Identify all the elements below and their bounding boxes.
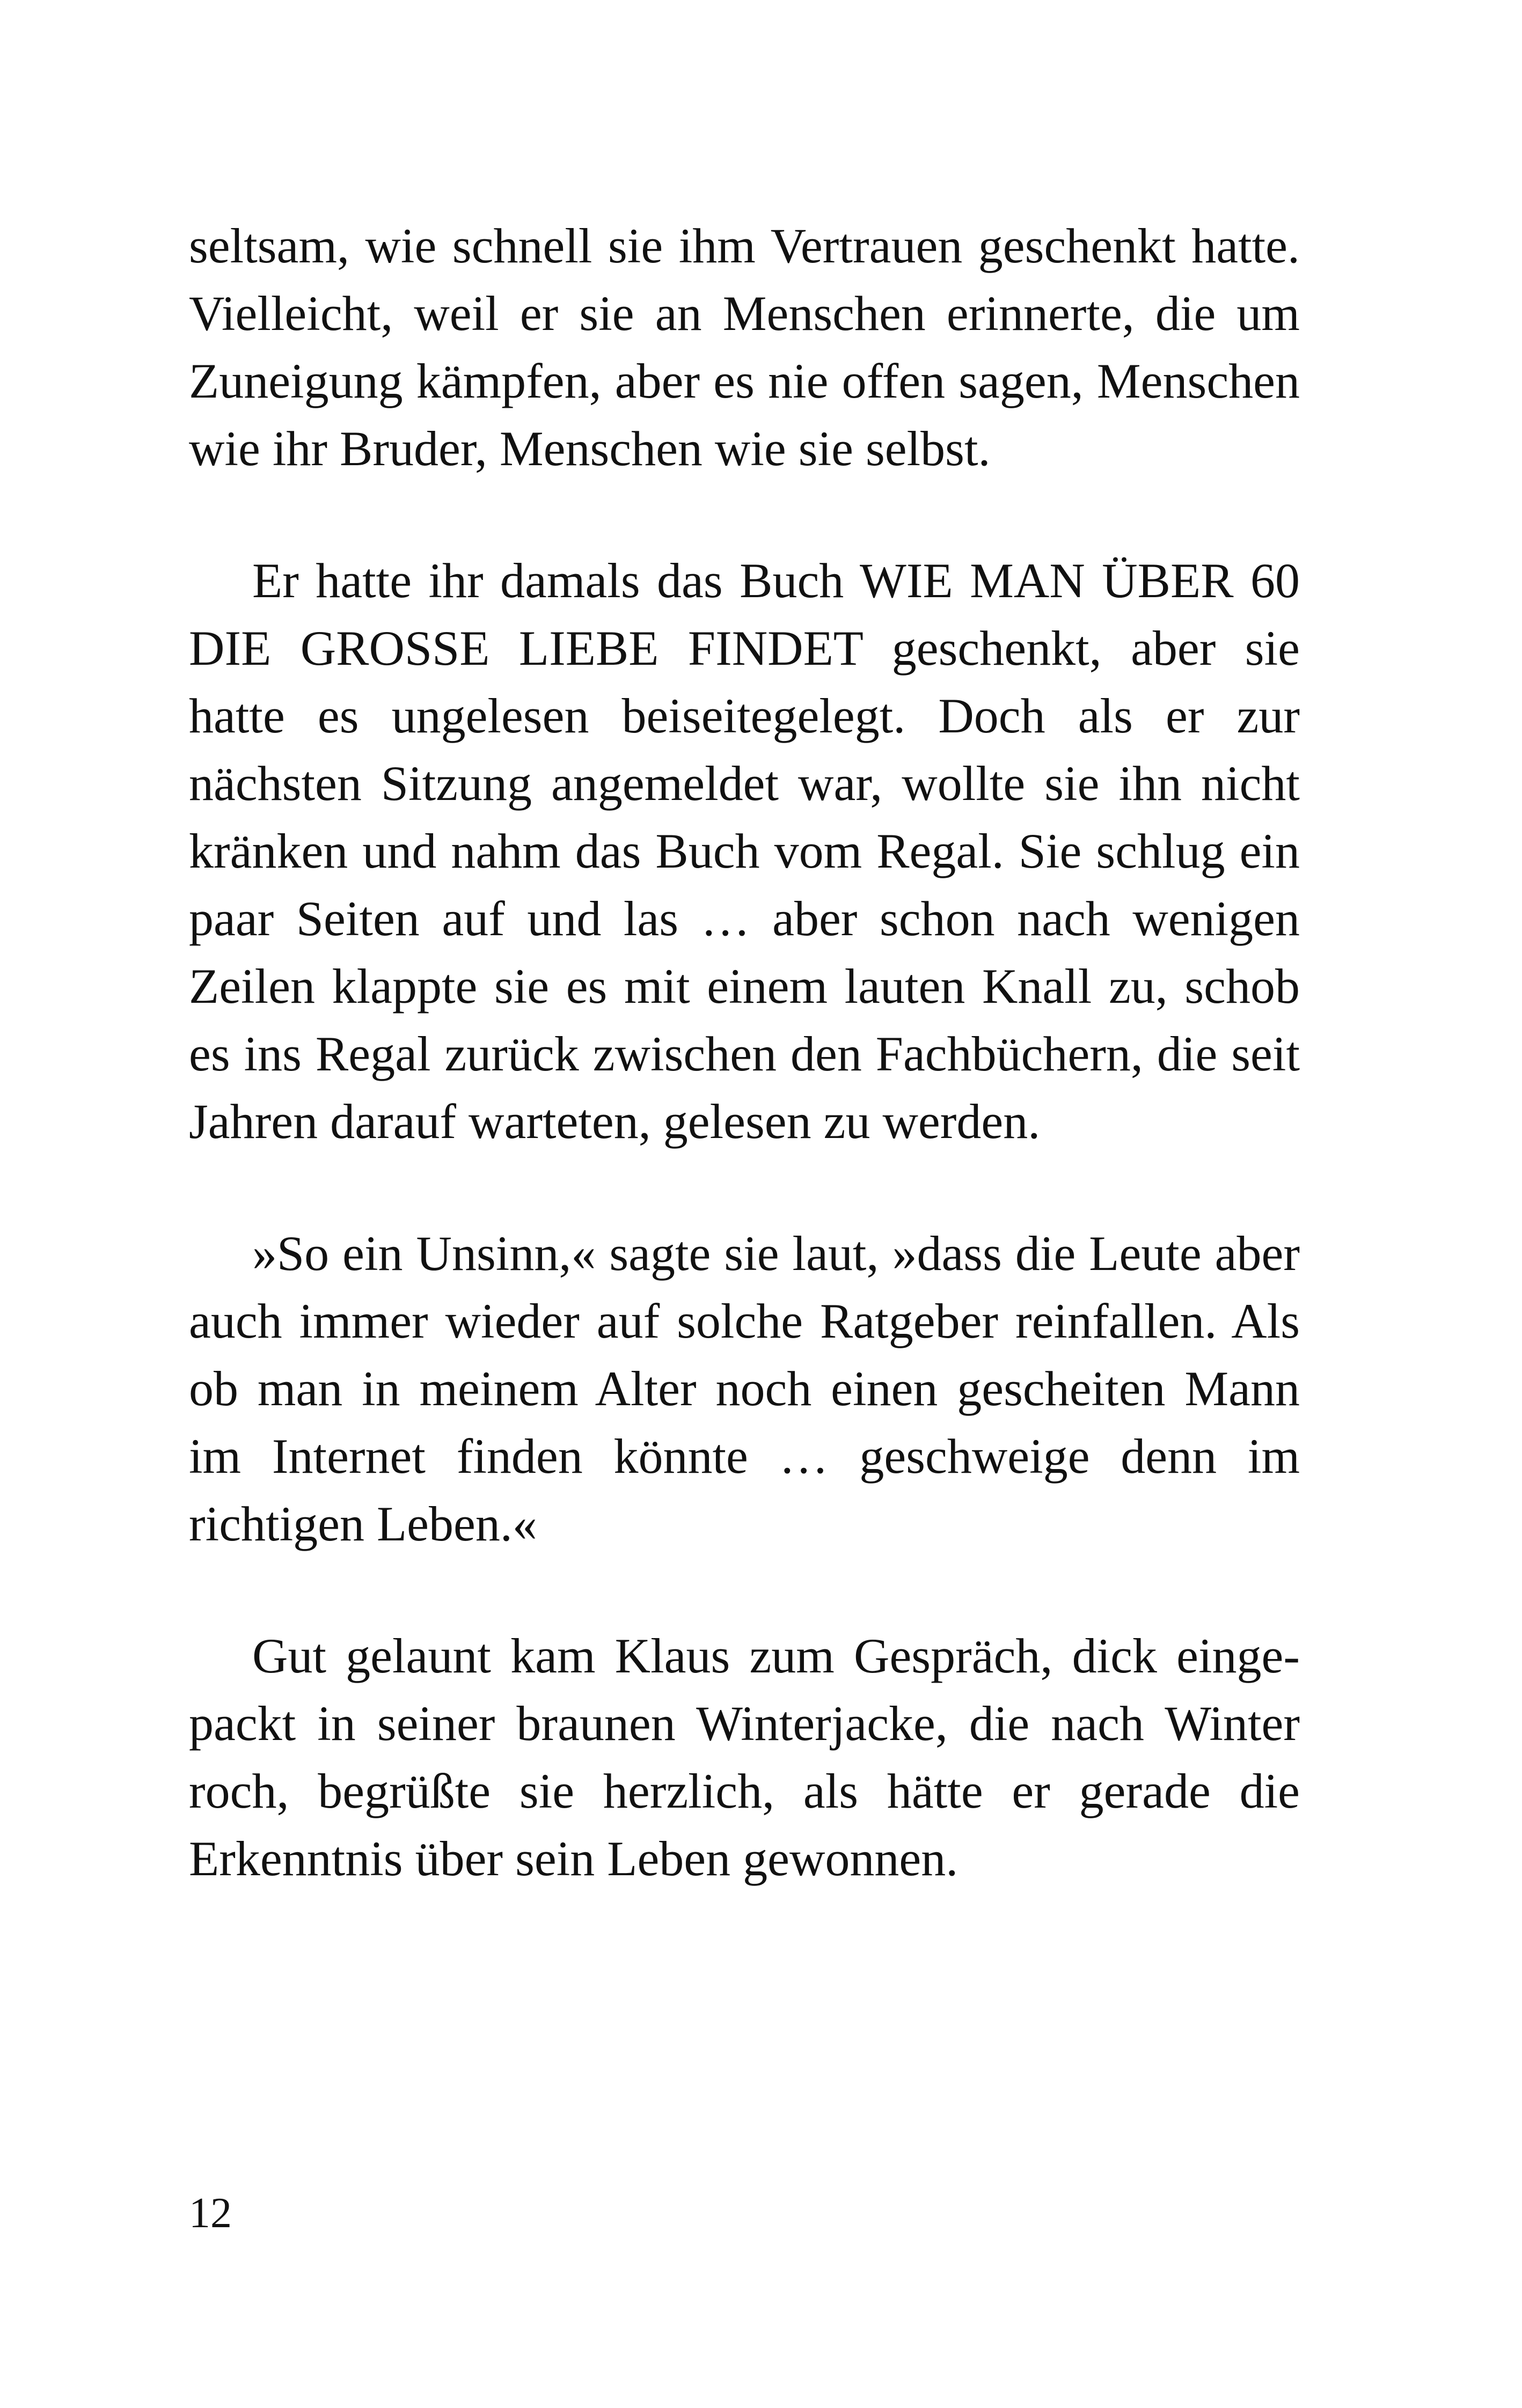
paragraph-3: »So ein Unsinn,« sagte sie laut, »dass die Leute aber auch immer wieder auf solche Ratgeber reinfallen. Als ob man in meinem Alter noch einen gescheiten Mann im Internet finden könnte … geschweige denn im richtigen Leben.« bbox=[189, 1226, 1300, 1551]
paragraph-4: Gut gelaunt kam Klaus zum Gespräch, dick eingepackt in seiner braunen Winterjacke, die nach Winter roch, begrüßte sie herzlich, als hätte er gerade die Erkenntnis über sein Leben gewonnen. bbox=[189, 1628, 1300, 1886]
paragraph-2: Er hatte ihr damals das Buch WIE MAN ÜBER 60 DIE GROSSE LIEBE FINDET geschenkt, aber sie hatte es ungelesen beiseitegelegt. Doch als er zur nächsten Sitzung angemeldet war, wollte sie ihn nicht kränken und nahm das Buch vom Regal. Sie schlug ein paar Seiten auf und las … aber schon nach wenigen Zeilen klappte sie es mit einem lauten Knall zu, schob es ins Regal zurück zwischen den Fachbüchern, die seit Jahren darauf warteten, gelesen zu werden. bbox=[189, 553, 1300, 1149]
page-number: 12 bbox=[189, 2190, 232, 2237]
body-text bbox=[189, 212, 1300, 1892]
paragraph-1: seltsam, wie schnell sie ihm Vertrauen geschenkt hatte. Vielleicht, weil er sie an Menschen erinnerte, die um Zuneigung kämpfen, aber es nie offen sagen, Menschen wie ihr Bruder, Menschen wie sie selbst. bbox=[189, 218, 1300, 476]
